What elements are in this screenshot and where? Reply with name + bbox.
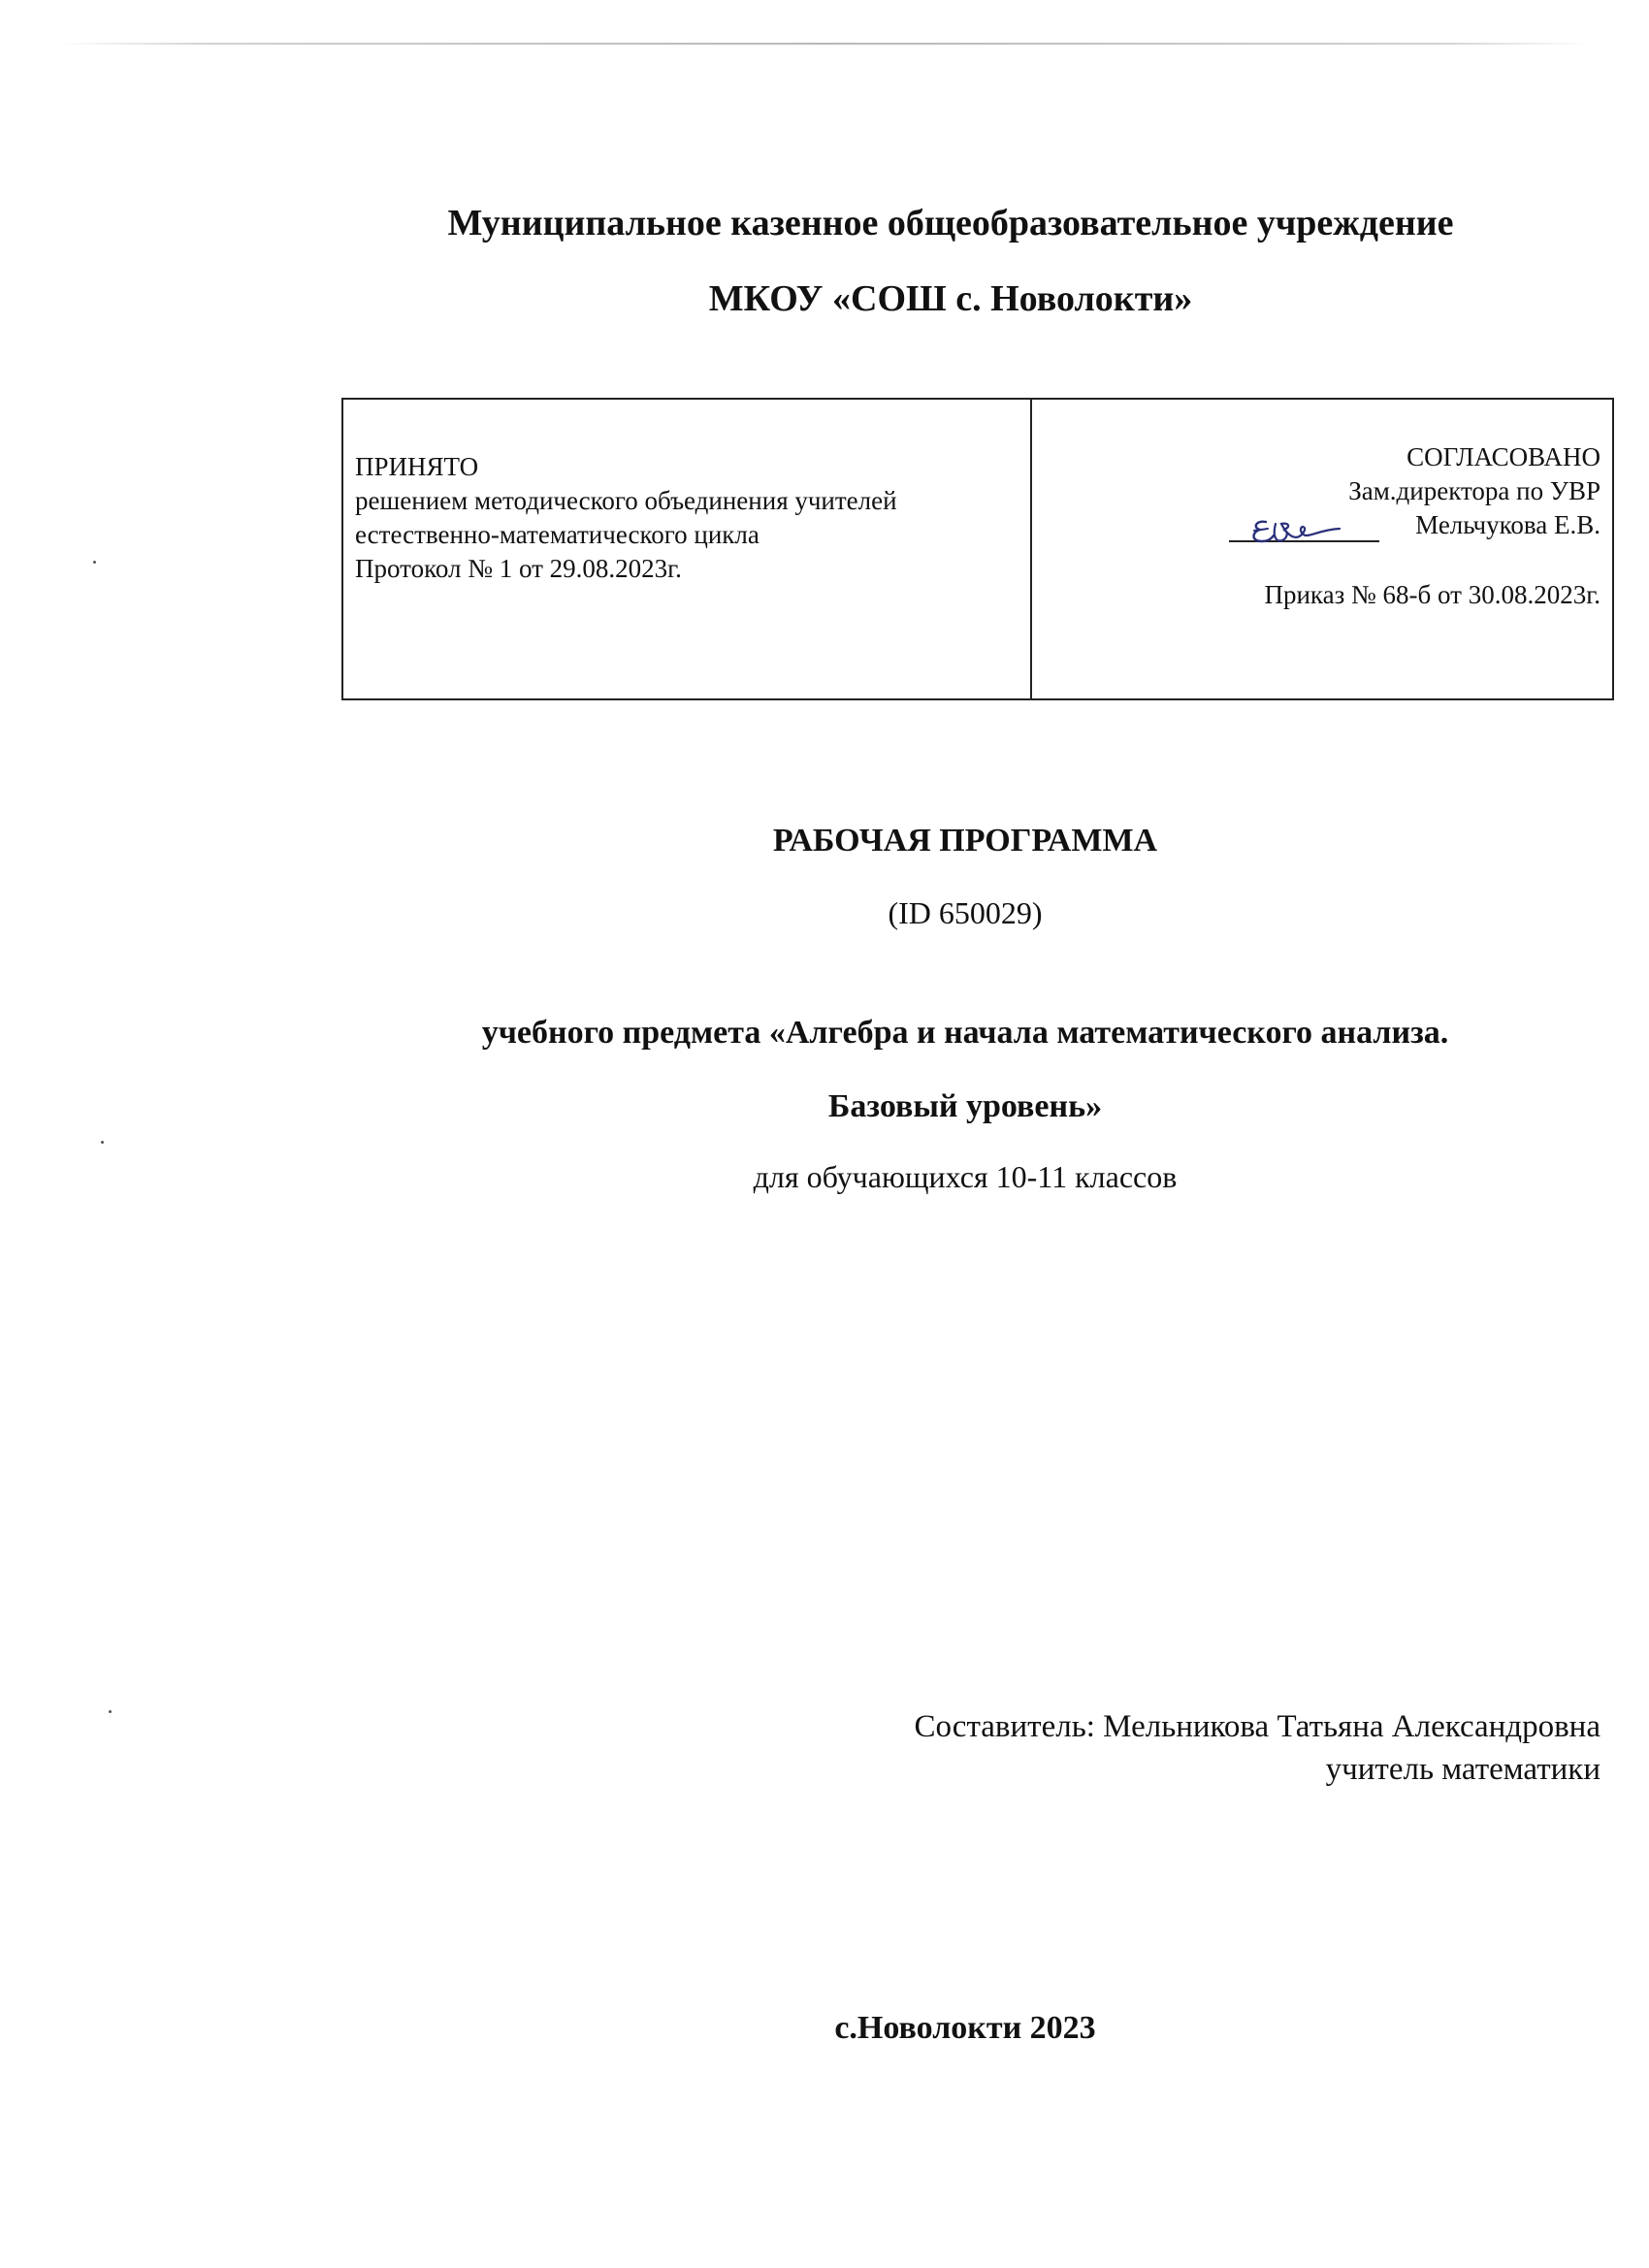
agreed-heading: СОГЛАСОВАНО [1406,442,1600,471]
signature-row [1038,508,1600,547]
compiler-line: Составитель: Мельникова Татьяна Александровна [914,1709,1600,1744]
scan-speck [93,561,96,564]
audience-line: для обучающихся 10-11 классов [753,1159,1178,1194]
org-name: Муниципальное казенное общеобразовательное учреждение [447,203,1454,243]
accepted-protocol: Протокол № 1 от 29.08.2023г. [355,554,682,583]
handwritten-signature [1246,514,1353,547]
approval-table [341,398,1614,700]
subject-title-line2: Базовый уровень» [827,1088,1103,1124]
author-block [914,1705,1600,1791]
accepted-cell [355,450,1024,586]
approval-divider [1030,400,1032,698]
accepted-decision-line: решением методического объединения учителей [355,486,897,515]
agreed-signer: Мельчукова Е.В. [1415,510,1600,539]
org-short-name: МКОУ «СОШ с. Новолокти» [708,278,1193,319]
compiler-role: учитель математики [1325,1752,1600,1787]
place-year: с.Новолокти 2023 [834,2010,1096,2046]
agreed-position: Зам.директора по УВР [1348,476,1600,505]
program-id: (ID 650029) [888,895,1043,930]
program-title: РАБОЧАЯ ПРОГРАММА [772,823,1158,859]
agreed-order: Приказ № 68-б от 30.08.2023г. [1264,580,1600,609]
accepted-cycle-line: естественно-математического цикла [355,520,760,549]
accepted-heading: ПРИНЯТО [355,452,479,481]
scan-speck [109,1710,112,1713]
agreed-cell [1038,440,1600,612]
scan-speck [101,1141,104,1144]
scan-edge-line [58,43,1591,45]
subject-title-line1: учебного предмета «Алгебра и начала математического анализа. [481,1015,1449,1051]
